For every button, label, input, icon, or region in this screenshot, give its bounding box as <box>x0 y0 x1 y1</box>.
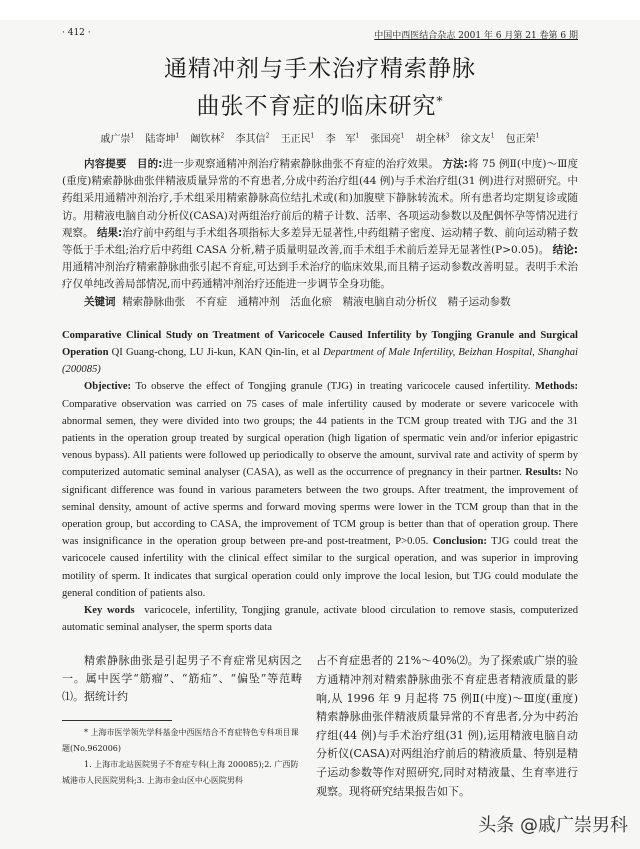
body-left-column <box>62 652 302 801</box>
author-name: 李 军 <box>325 133 356 145</box>
conclusion-text: 用通精冲剂治疗精索静脉曲张引起不育症,可达到手术治疗的临床效果,而且精子运动参数改善明显。表明手术治疗仅单纯改善局部情况,而中药通精冲剂治疗还能进一步调节全身功能。 <box>62 261 578 291</box>
author-name: 胡全林 <box>415 133 446 145</box>
author <box>416 134 450 145</box>
methods-text-en: Comparative observation was carried on 75 cases of male infertility caused by moderate or severe varicocele with abnormal semen, they were divided into two groups; the 44 patients in the TCM group treated with TJG and the 31 patients in the operation group treated by surgical operation (high ligation of spermatic vein and/or inferior epigastric venous bypass). All patients were followed up periodically to observe the amount, survival rate and activity of sperm by computerized automatic seminal analyser (CASA), as well as the occurrence of pregnancy in their partner. <box>62 398 578 479</box>
keywords-text: 精索静脉曲张 不育症 通精冲剂 活血化瘀 精液电脑自动分析仪 精子运动参数 <box>122 295 511 308</box>
footnote-rule <box>62 720 172 721</box>
chinese-abstract <box>62 156 578 311</box>
results-text-en: No significant difference was found in various parameters between the two groups. After treatment, the improvement of seminal density, amount of active sperms and forward moving sperms were lower in the TCM group than that in the operation group, but according to CASA, the improvement of TCM group is better than that of operation group. There was insignificance in the operation group between pre-and post-treatment, P>0.05. <box>62 467 578 548</box>
english-affiliation: Department of Male Infertility, Beizhan Hospital, Shanghai (200085) <box>62 347 578 376</box>
conclusion-label: 结论: <box>552 244 578 256</box>
english-authors: QI Guang-chong, LU Ji-kun, KAN Qin-lin, et al <box>111 347 320 359</box>
keywords-label-en: Key words <box>84 605 135 617</box>
methods-label-en: Methods: <box>535 381 578 393</box>
results-text: 治疗前中药组与手术组各项指标大多差异无显著性,中药组精子密度、运动精子数、前向运动精子数等低于手术组;治疗后中药组 CASA 分析,精子质量明显改善,而手术组手术前后差异无显著性(P>0.05)。 <box>62 226 579 256</box>
author-name: 张国亮 <box>370 133 401 145</box>
author <box>461 134 495 145</box>
english-title: Comparative Clinical Study on Treatment of Varicocele Caused Infertility by Tongjing Granule and Surgical Operation <box>62 329 578 359</box>
author-affiliation-mark: 1 <box>490 132 495 140</box>
author-affiliation-mark: 1 <box>535 132 540 140</box>
author-affiliation-mark: 1 <box>175 132 180 140</box>
journal-header: 中国中西医结合杂志 2001 年 6 月第 21 卷第 6 期 <box>374 31 578 41</box>
title-block <box>62 53 578 123</box>
author <box>101 134 135 145</box>
author-affiliation-mark: 1 <box>130 132 135 140</box>
author <box>506 134 540 145</box>
results-label: 结果: <box>96 226 123 239</box>
author <box>326 134 360 145</box>
author-affiliation-mark: 1 <box>400 132 405 140</box>
objective-label: 目的: <box>136 157 163 170</box>
body-right-text: 占不育症患者的 21%～40%⑵。为了探索戚广崇的验方通精冲剂对精索静脉曲张不育症患者精液质量的影响,从 1996 年 9 月起将 75 例Ⅱ(中度)～Ⅲ度(重度)精索静脉曲张伴精液质量异常的不育患者,分为中药治疗组(44 例)与手术治疗组(31 例),运用精液电脑自动分析仪(CASA)对两组治疗前后的精液质量、特别是精子运动参数等作对照研究,同时对精液量、生育率进行观察。现将研究结果报告如下。 <box>316 654 578 798</box>
watermark: 头条 @戚广崇男科 <box>478 815 628 837</box>
author-name: 徐文友 <box>460 133 491 145</box>
author-name: 李其信 <box>235 133 266 145</box>
author-list <box>62 129 578 148</box>
author-affiliation-mark: 3 <box>445 132 450 140</box>
keywords-text-en: varicocele, infertility, Tongjing granule, activate blood circulation to remove stasis, computerized automatic seminal analyser, the sperm sports data <box>62 605 578 634</box>
author-name: 戚广崇 <box>100 133 131 145</box>
footnote-fund: * 上海市医学领先学科基金中西医结合不育症特色专科项目课题(No.962006) <box>62 728 299 754</box>
title-footnote-mark: * <box>436 94 444 108</box>
title-line-2 <box>62 85 578 123</box>
running-header <box>62 28 578 41</box>
author-affiliation-mark: 1 <box>310 132 315 140</box>
methods-label: 方法: <box>442 157 468 170</box>
author-name: 包正荣 <box>505 133 536 145</box>
body-columns <box>62 652 578 801</box>
objective-text: 进一步观察通精冲剂治疗精索静脉曲张不育症的治疗效果。 <box>162 157 439 170</box>
objective-text-en: To observe the effect of Tongjing granule (TJG) in treating varicocele caused infertility. <box>135 381 531 393</box>
title-text: 曲张不育症的临床研究 <box>196 93 437 120</box>
keywords-label: 关键词 <box>84 295 116 308</box>
author-name: 阚钦林 <box>190 133 221 145</box>
author <box>146 134 180 145</box>
results-label-en: Results: <box>525 467 562 479</box>
author-name: 王正民 <box>280 133 311 145</box>
conclusion-text-en: TJG could treat the varicocele caused infertility with the clinical effect similar to the surgical operation, and was superior in improving motility of sperm. It indicates that surgical operation could only improve the local lesion, but TJG could modulate the general condition of patients also. <box>62 536 578 599</box>
author-affiliation-mark: 2 <box>265 132 270 140</box>
title-line-1: 通精冲剂与手术治疗精索静脉 <box>164 56 476 82</box>
page-number: · 412 · <box>62 28 91 38</box>
author-affiliation-mark: 1 <box>355 132 360 140</box>
body-right-column <box>316 652 578 801</box>
author <box>191 134 225 145</box>
author-name: 陆寄坤 <box>145 133 176 145</box>
footnote-affiliations: 1. 上海市北站医院男子不育症专科(上海 200085);2. 广西防城港市人民医院男科;3. 上海市金山区中心医院男科 <box>62 760 299 786</box>
methods-text: 将 75 例Ⅱ(中度)～Ⅲ度(重度)精索静脉曲张伴精液质量异常的不育患者,分成中药治疗组(44 例)与手术治疗组(31 例)进行对照研究。中药组采用通精冲剂治疗,手术组采用精索静脉高位结扎术或(和)加腹壁下静脉转流术。所有患者均定期复诊或随访。用精液电脑自动分析仪(CASA)对两组治疗前后的精子计数、活率、各项运动参数以及配偶怀孕等情况进行观察。 <box>62 157 579 239</box>
english-abstract <box>62 327 578 637</box>
top-margin <box>0 0 640 20</box>
footnotes <box>62 725 302 789</box>
author <box>281 134 315 145</box>
author <box>371 134 405 145</box>
author-affiliation-mark: 2 <box>220 132 225 140</box>
author <box>236 134 270 145</box>
page-content <box>0 28 640 801</box>
objective-label-en: Objective: <box>84 381 132 393</box>
body-left-text: 精索静脉曲张是引起男子不育症常见病因之一。属中医学“筋瘤”、“筋疝”、“偏坠”等范畴⑴。据统计约 <box>62 654 302 704</box>
conclusion-label-en: Conclusion: <box>432 536 487 548</box>
abstract-label: 内容提要 <box>84 157 127 170</box>
